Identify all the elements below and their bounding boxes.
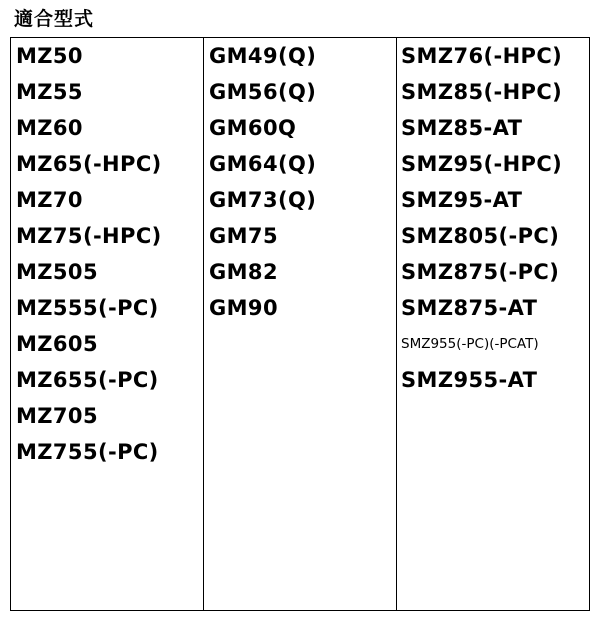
model-column-smz [397, 38, 589, 610]
model-item: SMZ76(-HPC) [401, 44, 563, 68]
model-item: MZ70 [16, 188, 83, 212]
model-item: GM75 [209, 224, 278, 248]
model-item: MZ605 [16, 332, 98, 356]
model-item: SMZ875(-PC) [401, 260, 560, 284]
model-item: SMZ955-AT [401, 368, 538, 392]
model-item: MZ505 [16, 260, 98, 284]
model-item: MZ705 [16, 404, 98, 428]
model-item: MZ65(-HPC) [16, 152, 162, 176]
compatible-models-table [10, 37, 590, 611]
model-item: SMZ955(-PC)(-PCAT) [401, 336, 539, 352]
model-item: MZ60 [16, 116, 83, 140]
model-item: GM90 [209, 296, 278, 320]
model-item: MZ755(-PC) [16, 440, 159, 464]
model-column-gm [204, 38, 397, 610]
model-item: GM64(Q) [209, 152, 317, 176]
model-item: MZ655(-PC) [16, 368, 159, 392]
model-item: GM56(Q) [209, 80, 317, 104]
model-item: SMZ805(-PC) [401, 224, 560, 248]
model-item: SMZ85(-HPC) [401, 80, 563, 104]
model-item: GM49(Q) [209, 44, 317, 68]
model-item: GM73(Q) [209, 188, 317, 212]
model-item: SMZ95-AT [401, 188, 523, 212]
model-item: MZ50 [16, 44, 83, 68]
model-item: MZ55 [16, 80, 83, 104]
model-item: SMZ85-AT [401, 116, 523, 140]
model-item: MZ75(-HPC) [16, 224, 162, 248]
model-item: MZ555(-PC) [16, 296, 159, 320]
model-item: GM60Q [209, 116, 297, 140]
page-title: 適合型式 [14, 8, 95, 30]
model-item: SMZ95(-HPC) [401, 152, 563, 176]
model-item: GM82 [209, 260, 278, 284]
model-item: SMZ875-AT [401, 296, 538, 320]
model-column-mz [11, 38, 204, 610]
